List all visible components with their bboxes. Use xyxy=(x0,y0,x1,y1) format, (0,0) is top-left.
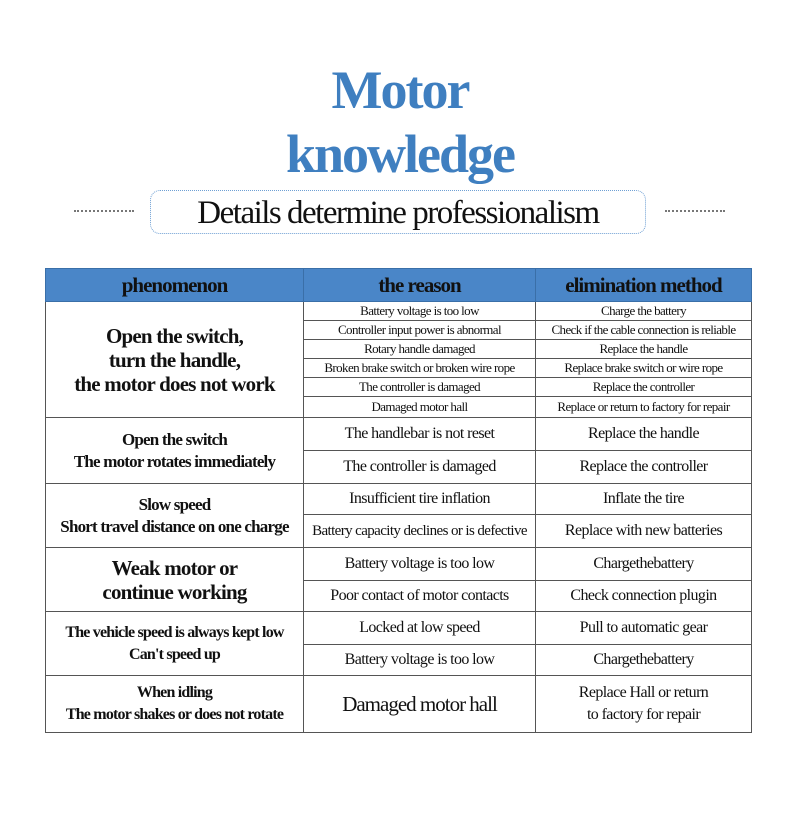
method-cell: Replace brake switch or wire rope xyxy=(536,359,752,378)
method-line: to factory for repair xyxy=(586,706,701,723)
reason-cell: The handlebar is not reset xyxy=(304,418,536,451)
reason-cell: Battery voltage is too low xyxy=(304,548,536,581)
phenomenon-line: The vehicle speed is always kept low xyxy=(65,623,284,641)
column-header-phenomenon: phenomenon xyxy=(46,269,304,302)
phenomenon-cell xyxy=(46,302,304,418)
method-cell: Pull to automatic gear xyxy=(536,612,752,645)
method-cell: Inflate the tire xyxy=(536,484,752,515)
reason-cell: Battery voltage is too low xyxy=(304,645,536,676)
phenomenon-cell xyxy=(46,418,304,484)
phenomenon-line: The motor rotates immediately xyxy=(73,451,276,471)
page-title-line2: knowledge xyxy=(285,124,515,184)
reason-cell: Poor contact of motor contacts xyxy=(304,581,536,612)
method-cell: Chargethebattery xyxy=(536,548,752,581)
reason-cell: The controller is damaged xyxy=(304,378,536,397)
column-header-reason: the reason xyxy=(304,269,536,302)
divider-left xyxy=(74,210,134,212)
phenomenon-line: Slow speed xyxy=(138,494,211,514)
phenomenon-line: Short travel distance on one charge xyxy=(60,516,289,536)
phenomenon-cell xyxy=(46,484,304,548)
method-cell: Check connection plugin xyxy=(536,581,752,612)
method-cell: Replace or return to factory for repair xyxy=(536,397,752,418)
method-cell: Charge the battery xyxy=(536,302,752,321)
phenomenon-cell xyxy=(46,548,304,612)
table-row xyxy=(46,302,752,321)
phenomenon-line: When idling xyxy=(136,684,213,701)
phenomenon-line: turn the handle, xyxy=(108,347,241,372)
divider-right xyxy=(665,210,725,212)
reason-cell: Locked at low speed xyxy=(304,612,536,645)
phenomenon-cell xyxy=(46,676,304,733)
reason-cell: Battery capacity declines or is defective xyxy=(304,515,536,548)
page-title-line1: Motor xyxy=(331,60,469,120)
method-cell: Replace the controller xyxy=(536,378,752,397)
table-header-row xyxy=(46,269,752,302)
method-cell: Replace the controller xyxy=(536,451,752,484)
column-header-method: elimination method xyxy=(536,269,752,302)
reason-cell: Damaged motor hall xyxy=(304,397,536,418)
table-row xyxy=(46,418,752,451)
table-row xyxy=(46,484,752,515)
method-line: Replace Hall or return xyxy=(578,684,709,701)
reason-cell: Damaged motor hall xyxy=(304,676,536,733)
reason-cell: The controller is damaged xyxy=(304,451,536,484)
reason-cell: Insufficient tire inflation xyxy=(304,484,536,515)
phenomenon-line: Open the switch xyxy=(121,429,228,449)
phenomenon-line: the motor does not work xyxy=(74,371,275,396)
method-cell: Replace the handle xyxy=(536,340,752,359)
phenomenon-line: continue working xyxy=(102,579,247,604)
motor-knowledge-table xyxy=(45,268,752,733)
phenomenon-line: Weak motor or xyxy=(111,555,238,580)
phenomenon-cell xyxy=(46,612,304,676)
reason-cell: Controller input power is abnormal xyxy=(304,321,536,340)
table-row xyxy=(46,548,752,581)
subtitle-box xyxy=(150,190,646,234)
reason-cell: Broken brake switch or broken wire rope xyxy=(304,359,536,378)
phenomenon-line: Can't speed up xyxy=(128,645,221,663)
method-cell: Chargethebattery xyxy=(536,645,752,676)
subtitle: Details determine professionalism xyxy=(197,195,599,231)
phenomenon-line: The motor shakes or does not rotate xyxy=(65,706,284,723)
method-cell: Replace with new batteries xyxy=(536,515,752,548)
table-row xyxy=(46,676,752,733)
reason-cell: Battery voltage is too low xyxy=(304,302,536,321)
method-cell: Replace the handle xyxy=(536,418,752,451)
method-cell: Check if the cable connection is reliable xyxy=(536,321,752,340)
phenomenon-line: Open the switch, xyxy=(105,323,244,348)
method-cell xyxy=(536,676,752,733)
table-row xyxy=(46,612,752,645)
reason-cell: Rotary handle damaged xyxy=(304,340,536,359)
